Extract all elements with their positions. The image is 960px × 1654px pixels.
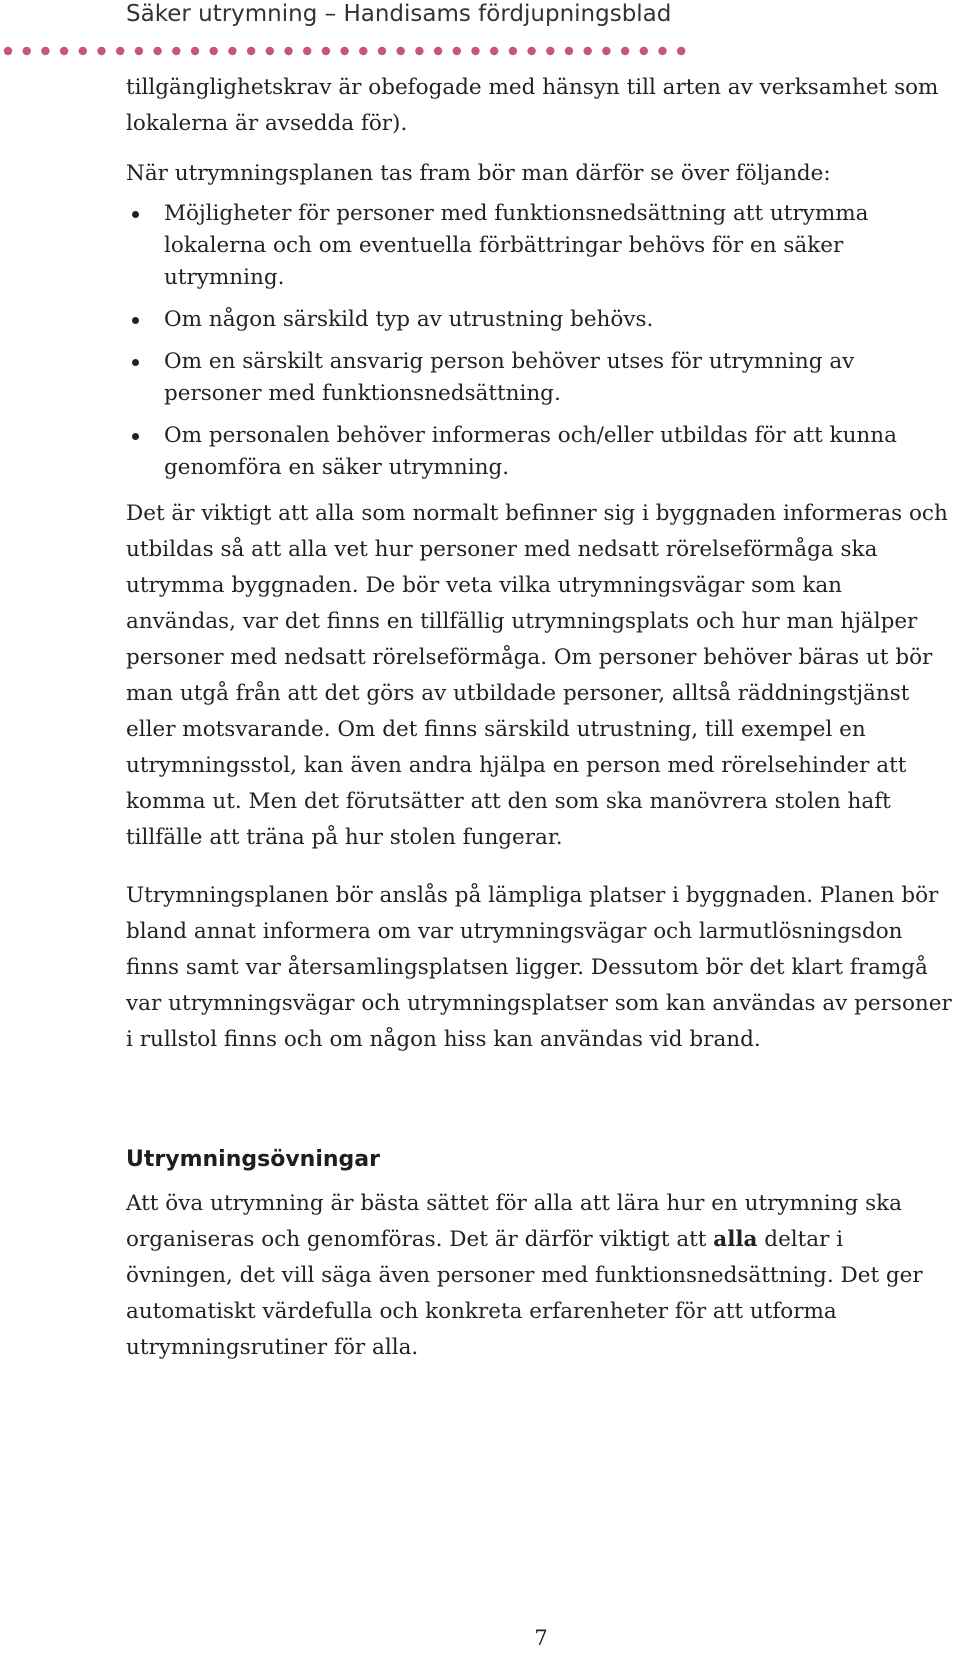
divider-dot <box>509 47 517 55</box>
bullet-icon <box>132 211 139 218</box>
bullet-text: Om en särskilt ansvarig person behöver utses för utrymning av personer med funktionsnedsättning. <box>164 349 855 406</box>
divider-dot <box>415 47 423 55</box>
divider-dot <box>284 47 292 55</box>
lead-paragraph: När utrymningsplanen tas fram bör man därför se över följande: <box>126 161 831 186</box>
bullet-icon <box>132 433 139 440</box>
divider-dot <box>453 47 461 55</box>
drills-text-start: Att öva utrymning är bästa sättet för alla att lära hur en utrymning ska organiseras och genomföras. Det är därför viktigt att <box>126 1191 902 1252</box>
bullet-text: Om någon särskild typ av utrustning behövs. <box>164 307 654 332</box>
page-number: 7 <box>534 1626 548 1650</box>
bullet-list <box>126 198 956 484</box>
divider-dot <box>303 47 311 55</box>
divider-dot <box>97 47 105 55</box>
divider-dot <box>490 47 498 55</box>
divider-dot <box>247 47 255 55</box>
divider-dot <box>172 47 180 55</box>
bullet-text: Möjligheter för personer med funktionsnedsättning att utrymma lokalerna och om eventuella förbättringar behövs för en säker utrymning. <box>164 201 869 290</box>
dotted-divider <box>0 44 700 58</box>
page-content <box>126 70 956 1366</box>
divider-dot <box>359 47 367 55</box>
divider-dot <box>4 47 12 55</box>
divider-dot <box>340 47 348 55</box>
divider-dot <box>565 47 573 55</box>
divider-dot <box>153 47 161 55</box>
divider-dot <box>546 47 554 55</box>
bullet-item <box>126 346 956 410</box>
divider-dot <box>584 47 592 55</box>
drills-bold-word: alla <box>713 1227 758 1252</box>
intro-paragraph: tillgänglighetskrav är obefogade med hänsyn till arten av verksamhet som lokalerna är avsedda för). <box>126 75 939 136</box>
paragraph-plan-posting: Utrymningsplanen bör anslås på lämpliga platser i byggnaden. Planen bör bland annat informera om var utrymningsvägar och larmutlösningsdon finns samt var återsamlingsplatsen ligger. Dessutom bör det klart framgå var utrymningsvägar och utrymningsplatser som kan användas av personer i rullstol finns och om någon hiss kan användas vid brand. <box>126 883 952 1052</box>
bullet-item <box>126 198 956 294</box>
divider-dot <box>677 47 685 55</box>
bullet-text: Om personalen behöver informeras och/eller utbildas för att kunna genomföra en säker utrymning. <box>164 423 897 480</box>
divider-dot <box>527 47 535 55</box>
drills-text-end: deltar i övningen, det vill säga även personer med funktionsnedsättning. Det ger automatiskt värdefulla och konkreta erfarenheter för att utforma utrymningsrutiner för alla. <box>126 1227 923 1360</box>
divider-dot <box>23 47 31 55</box>
divider-dot <box>397 47 405 55</box>
divider-dot <box>228 47 236 55</box>
divider-dot <box>191 47 199 55</box>
bullet-item <box>126 304 956 336</box>
divider-dot <box>434 47 442 55</box>
divider-dot <box>602 47 610 55</box>
section-heading: Utrymningsövningar <box>126 1147 380 1172</box>
divider-dot <box>135 47 143 55</box>
divider-dot <box>378 47 386 55</box>
divider-dot <box>266 47 274 55</box>
divider-dot <box>640 47 648 55</box>
divider-dot <box>658 47 666 55</box>
paragraph-drills <box>126 1186 956 1366</box>
running-header: Säker utrymning – Handisams fördjupningsblad <box>126 1 672 27</box>
divider-dot <box>116 47 124 55</box>
divider-dot <box>322 47 330 55</box>
divider-dot <box>79 47 87 55</box>
paragraph-training: Det är viktigt att alla som normalt befinner sig i byggnaden informeras och utbildas så att alla vet hur personer med nedsatt rörelseförmåga ska utrymma byggnaden. De bör veta vilka utrymningsvägar som kan användas, var det finns en tillfällig utrymningsplats och hur man hjälper personer med nedsatt rörelseförmåga. Om personer behöver bäras ut bör man utgå från att det görs av utbildade personer, alltså räddningstjänst eller motsvarande. Om det finns särskild utrustning, till exempel en utrymningsstol, kan även andra hjälpa en person med rörelsehinder att komma ut. Men det förutsätter att den som ska manövrera stolen haft tillfälle att träna på hur stolen fungerar. <box>126 501 948 850</box>
divider-dot <box>60 47 68 55</box>
divider-dot <box>41 47 49 55</box>
bullet-icon <box>132 359 139 366</box>
bullet-icon <box>132 317 139 324</box>
divider-dot <box>471 47 479 55</box>
divider-dot <box>621 47 629 55</box>
divider-dot <box>210 47 218 55</box>
bullet-item <box>126 420 956 484</box>
